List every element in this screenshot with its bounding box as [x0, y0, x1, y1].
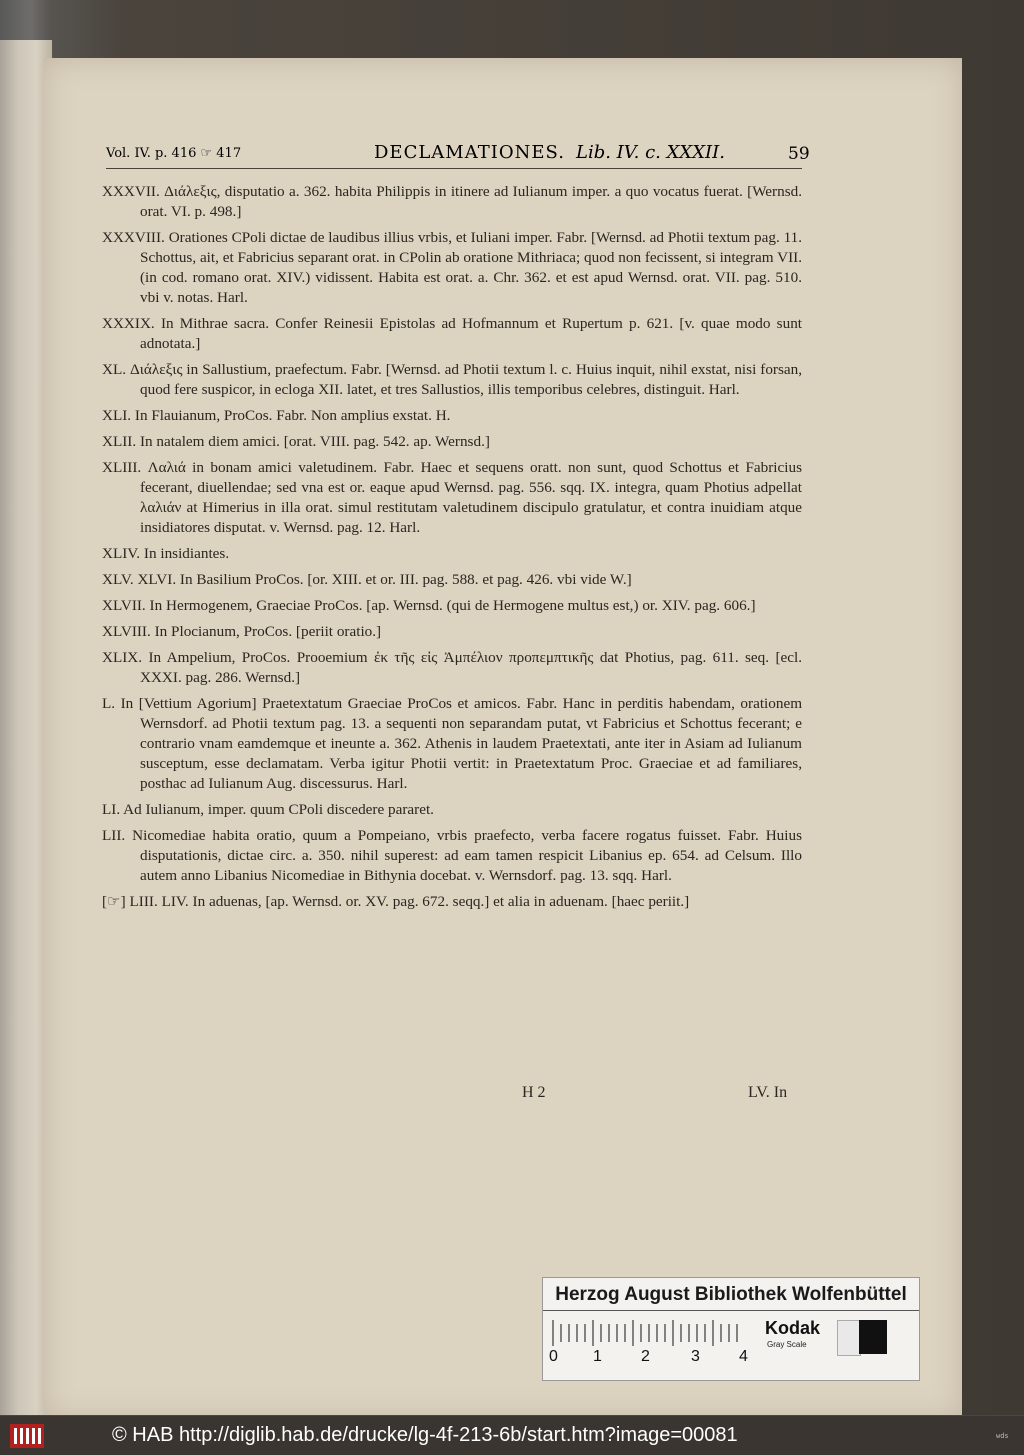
- viewer-footer: [0, 1415, 1024, 1455]
- list-item: XLIII. Λαλιά in bonam amici valetudinem. Fabr. Haec et sequens oratt. non sunt, quod Schottus et Fabricius fecerant, diuellendae; sed vna est or. eaque apud Wernsd. pag. 556. sqq. IX. integra, quam Photius adpellat λαλιάν at Himerius in illa orat. simul restitutam valetudinem discipulo gratulatur, et contra inuidiam atque insidiatores disputat. v. Wernsd. pag. 12. Harl.: [102, 459, 802, 536]
- ruler-number: 0: [549, 1348, 558, 1365]
- list-item: L. In [Vettium Agorium] Praetextatum Graeciae ProCos et amicos. Fabr. Hanc in perditis habendam, orationem Wernsdorf. ad Photii textum pag. 13. a sequenti non separandam putat, vt Fabricius et Schottus fecerant; e contrario vnam eamdemque et ineunte a. 362. Athenis in laudem Praetextati, ante iter in Asiam ad Iulianum susceptum, esse declamatam. Verba igitur Photii vertit: in Praetextatum Proc. Graeciae et ad familiares, posthac ad Iulianum Aug. discessurus. Harl.: [102, 695, 803, 792]
- list-item: XLV. XLVI. In Basilium ProCos. [or. XIII. et or. III. pag. 588. et pag. 426. vbi vide W.]: [102, 571, 632, 588]
- list-item: XXXVII. Διάλεξις, disputatio a. 362. habita Philippis in itinere ad Iulianum imper. a quo vocatus fuerat. [Wernsd. orat. VI. p. 498.]: [102, 183, 802, 220]
- declamation-list: [102, 182, 802, 918]
- list-item: XLVII. In Hermogenem, Graeciae ProCos. [ap. Wernsd. (qui de Hermogene multus est,) or. XIV. pag. 606.]: [102, 597, 756, 614]
- ruler-number: 3: [691, 1348, 700, 1365]
- ruler-number: 1: [593, 1348, 602, 1365]
- gray-patch-dark: [859, 1320, 887, 1354]
- volume-reference: Vol. IV. p. 416 ☞ 417: [106, 146, 242, 161]
- ruler-scale-icon: [551, 1318, 745, 1348]
- library-name: Herzog August Bibliothek Wolfenbüttel: [555, 1284, 907, 1305]
- running-head: [106, 140, 810, 169]
- list-item: XLIV. In insidiantes.: [102, 545, 230, 562]
- list-item: XL. Διάλεξις in Sallustium, praefectum. Fabr. [Wernsd. ad Photii textum l. c. Huius inquit, nihil exstat, nisi forsan, quod fere suspicor, in ecloga XII. latet, et tres Sallustios, illis temporibus celebres, distinguit. Harl.: [102, 361, 803, 398]
- hab-logo-icon: [10, 1424, 44, 1448]
- signature-mark: H 2: [522, 1084, 546, 1101]
- ruler-number: 2: [641, 1348, 650, 1365]
- list-item: XLIX. In Ampelium, ProCos. Prooemium ἐκ τῆς εἰς Ἀμπέλιον προπεμπτικῆς dat Photius, pag. 611. seq. [ecl. XXXI. pag. 286. Wernsd.]: [102, 649, 803, 686]
- ruler-number: 4: [739, 1348, 748, 1365]
- page-number: 59: [788, 144, 810, 164]
- list-item: XXXVIII. Orationes CPoli dictae de laudibus illius vrbis, et Iuliani imper. Fabr. [Wernsd. ad Photii textum pag. 11. Schottus, ait, et Fabricius separant orat. in CPolin ab oratione Mithriaca; quod non fecissent, si integram VII. (in cod. romano orat. XIV.) vidissent. Habita est orat. a. Chr. 362. et est apud Wernsd. orat. VII. pag. 510. vbi v. notas. Harl.: [102, 229, 803, 306]
- list-item: LI. Ad Iulianum, imper. quum CPoli discedere pararet.: [102, 801, 434, 818]
- color-calibration-card: [542, 1277, 920, 1381]
- footer-tag: wds: [996, 1432, 1009, 1440]
- list-item: XLI. In Flauianum, ProCos. Fabr. Non amplius exstat. H.: [102, 407, 451, 424]
- catchword: LV. In: [748, 1084, 788, 1101]
- list-item: XLII. In natalem diem amici. [orat. VIII. pag. 542. ap. Wernsd.]: [102, 433, 490, 450]
- list-item: [☞] LIII. LIV. In aduenas, [ap. Wernsd. or. XV. pag. 672. seqq.] et alia in aduenam. [haec periit.]: [102, 893, 690, 910]
- card-divider: [543, 1310, 919, 1311]
- list-item: XLVIII. In Plocianum, ProCos. [periit oratio.]: [102, 623, 382, 640]
- gray-scale-label: Gray Scale: [767, 1340, 807, 1349]
- gray-patch-light: [837, 1320, 861, 1356]
- book-chapter: Lib. IV. c. XXXII.: [576, 142, 725, 163]
- list-item: XXXIX. In Mithrae sacra. Confer Reinesii Epistolas ad Hofmannum et Rupertum p. 621. [v. quae modo sunt adnotata.]: [102, 315, 803, 352]
- copyright-link[interactable]: © HAB http://diglib.hab.de/drucke/lg-4f-213-6b/start.htm?image=00081: [112, 1424, 738, 1446]
- list-item: LII. Nicomediae habita oratio, quum a Pompeiano, vrbis praefecto, verba facere rogatus fuisset. Fabr. Huius disputationis, dictae circ. a. 350. nihil superest: ad eam tamen respicit Libanius ep. 654. ad Celsum. Illo autem anno Libanius Nicomediae in Bithynia docebat. v. Wernsdorf. pag. 13. sqq. Harl.: [102, 827, 802, 884]
- section-title: DECLAMATIONES.: [374, 142, 565, 163]
- kodak-logo: Kodak: [765, 1318, 821, 1338]
